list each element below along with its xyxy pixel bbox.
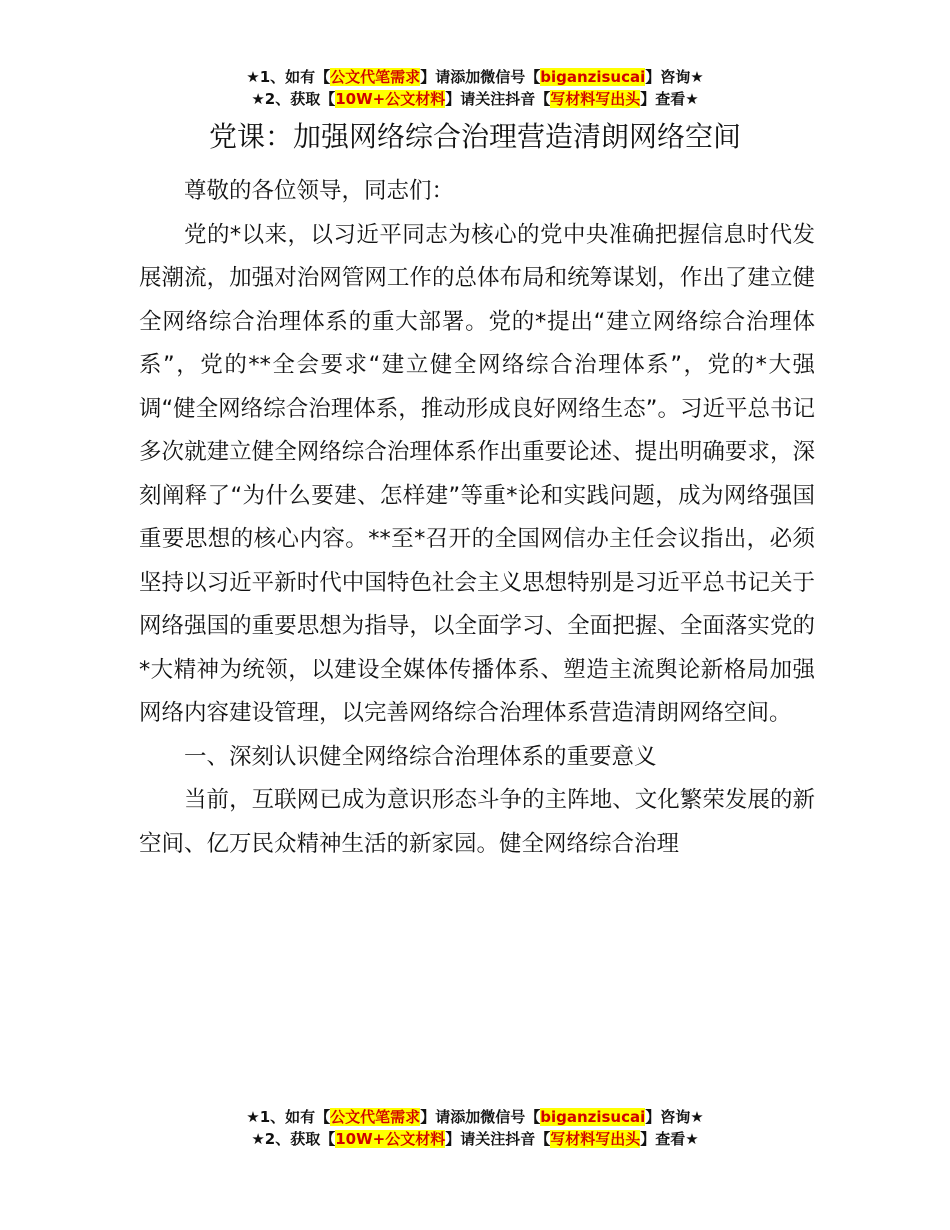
document-body — [139, 170, 815, 866]
salutation: 尊敬的各位领导，同志们： — [184, 178, 455, 204]
banner-highlight: 10W+公文材料 — [335, 90, 446, 108]
banner-text: 】查看★ — [640, 90, 699, 108]
header-banner — [0, 66, 950, 110]
banner-text: ★1、如有【 — [246, 1108, 331, 1126]
banner-highlight: biganzisucai — [540, 68, 646, 86]
footer-banner — [0, 1106, 950, 1150]
banner-text: ★1、如有【 — [246, 68, 331, 86]
banner-text: ★2、获取【 — [251, 1130, 336, 1148]
banner-highlight: 写材料写出头 — [550, 90, 641, 108]
footer-banner-line-1 — [0, 1106, 950, 1128]
document-title: 党课：加强网络综合治理营造清朗网络空间 — [208, 120, 741, 153]
header-banner-line-1 — [0, 66, 950, 88]
banner-highlight: 10W+公文材料 — [335, 1130, 446, 1148]
banner-text: 】查看★ — [640, 1130, 699, 1148]
body-paragraph: 当前，互联网已成为意识形态斗争的主阵地、文化繁荣发展的新空间、亿万民众精神生活的新家园。健全网络综合治理 — [139, 787, 815, 857]
header-banner-line-2 — [0, 88, 950, 110]
banner-text: 】咨询★ — [645, 68, 704, 86]
section-heading: 一、深刻认识健全网络综合治理体系的重要意义 — [184, 743, 657, 770]
banner-highlight: 公文代笔需求 — [330, 68, 421, 86]
banner-text: ★2、获取【 — [251, 90, 336, 108]
banner-highlight: biganzisucai — [540, 1108, 646, 1126]
intro-paragraph: 党的*以来，以习近平同志为核心的党中央准确把握信息时代发展潮流，加强对治网管网工作的总体布局和统筹谋划，作出了建立健全网络综合治理体系的重大部署。党的*提出“建立网络综合治理体系”，党的**全会要求“建立健全网络综合治理体系”，党的*大强调“健全网络综合治理体系，推动形成良好网络生态”。习近平总书记多次就建立健全网络综合治理体系作出重要论述、提出明确要求，深刻阐释了“为什么要建、怎样建”等重*论和实践问题，成为网络强国重要思想的核心内容。**至*召开的全国网信办主任会议指出，必须坚持以习近平新时代中国特色社会主义思想特别是习近平总书记关于网络强国的重要思想为指导，以全面学习、全面把握、全面落实党的*大精神为统领，以建设全媒体传播体系、塑造主流舆论新格局加强网络内容建设管理，以完善网络综合治理体系营造清朗网络空间。 — [139, 221, 815, 726]
banner-highlight: 公文代笔需求 — [330, 1108, 421, 1126]
banner-text: 】请关注抖音【 — [445, 90, 551, 108]
banner-text: 】请关注抖音【 — [445, 1130, 551, 1148]
footer-banner-line-2 — [0, 1128, 950, 1150]
banner-text: 】请添加微信号【 — [420, 1108, 541, 1126]
banner-highlight: 写材料写出头 — [550, 1130, 641, 1148]
banner-text: 】咨询★ — [645, 1108, 704, 1126]
banner-text: 】请添加微信号【 — [420, 68, 541, 86]
